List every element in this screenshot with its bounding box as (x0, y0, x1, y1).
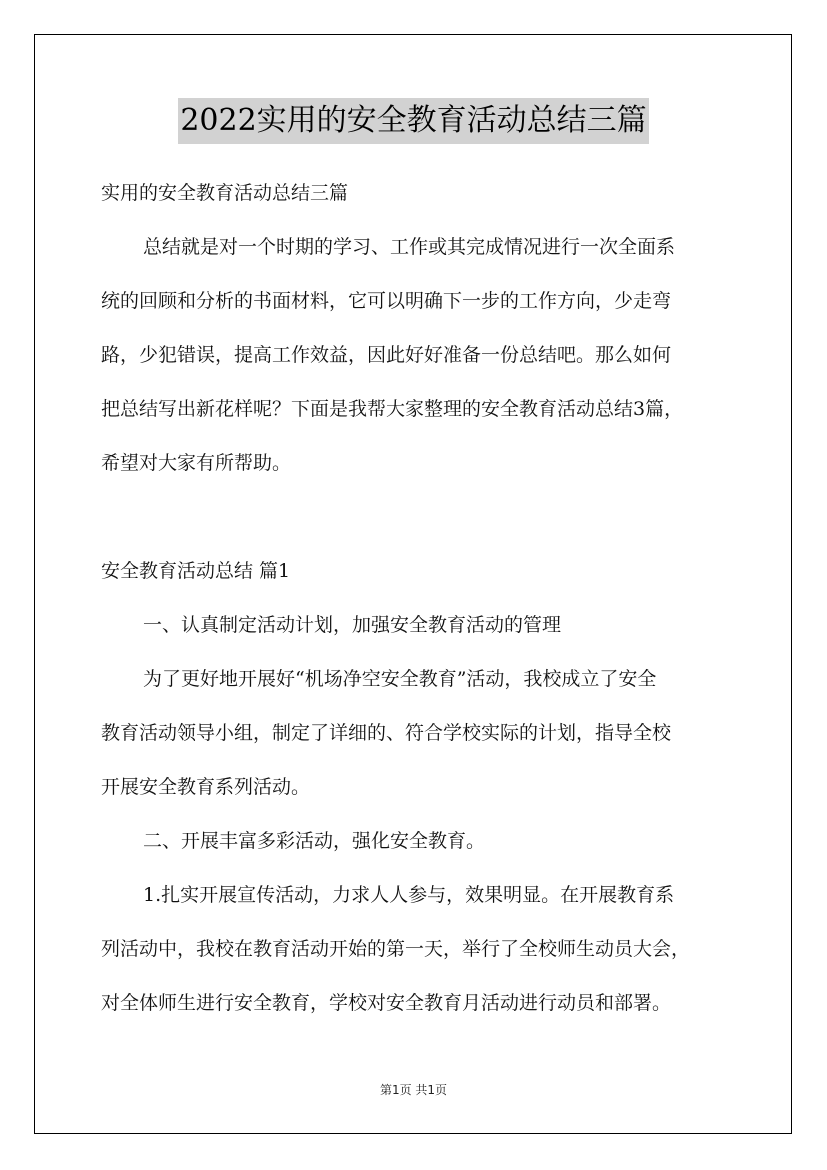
item1-line: 开展安全教育系列活动。 (101, 776, 311, 798)
item1-line: 教育活动领导小组，制定了详细的、符合学校实际的计划，指导全校 (101, 722, 672, 744)
item2-line: 对全体师生进行安全教育，学校对安全教育月活动进行动员和部署。 (101, 992, 672, 1014)
item1-heading: 一、认真制定活动计划，加强安全教育活动的管理 (143, 614, 562, 636)
document-subtitle: 实用的安全教育活动总结三篇 (101, 182, 349, 204)
section-heading: 安全教育活动总结 篇1 (101, 560, 291, 582)
item2-line: 1.扎实开展宣传活动，力求人人参与，效果明显。在开展教育系 (143, 884, 675, 906)
item2-heading: 二、开展丰富多彩活动，强化安全教育。 (143, 830, 486, 852)
item1-line: 为了更好地开展好“机场净空安全教育”活动，我校成立了安全 (143, 668, 657, 690)
title-container (0, 98, 827, 144)
intro-line: 统的回顾和分析的书面材料，它可以明确下一步的工作方向，少走弯 (101, 290, 672, 312)
intro-line: 把总结写出新花样呢？下面是我帮大家整理的安全教育活动总结3篇， (101, 398, 684, 420)
intro-line: 希望对大家有所帮助。 (101, 452, 292, 474)
document-title: 2022实用的安全教育活动总结三篇 (178, 98, 648, 144)
item2-line: 列活动中，我校在教育活动开始的第一天，举行了全校师生动员大会， (101, 938, 691, 960)
page-footer: 第1页 共1页 (379, 1083, 448, 1097)
intro-line: 路，少犯错误，提高工作效益，因此好好准备一份总结吧。那么如何 (101, 344, 672, 366)
intro-line: 总结就是对一个时期的学习、工作或其完成情况进行一次全面系 (143, 236, 676, 258)
